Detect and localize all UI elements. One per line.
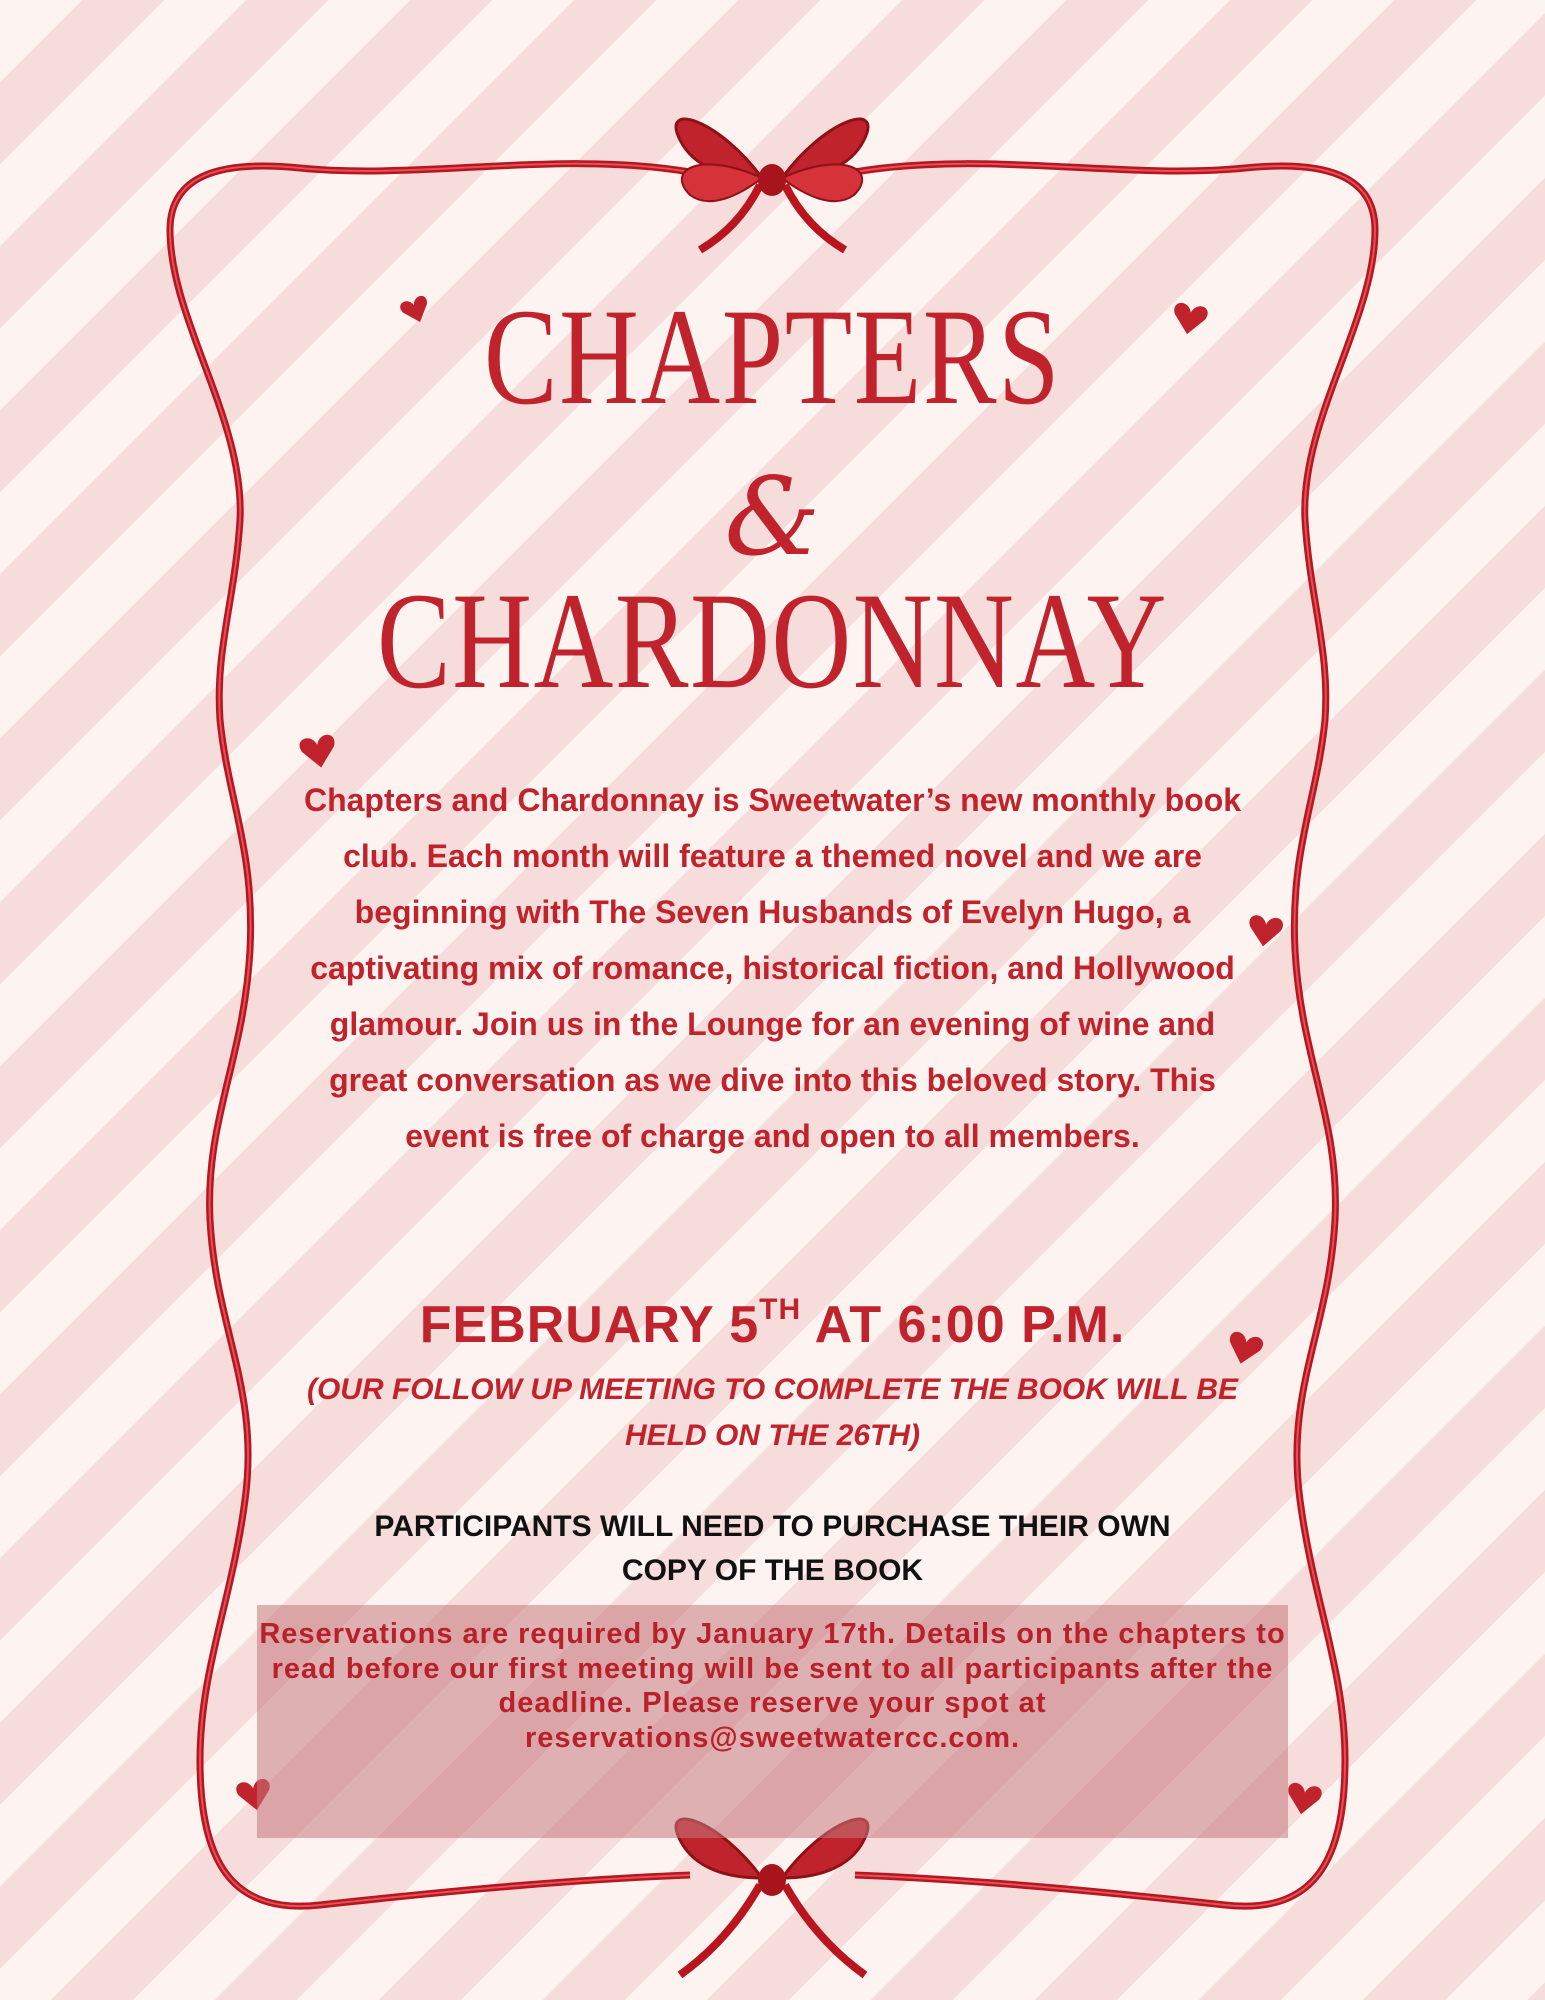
reservation-text: Reservations are required by January 17th. Details on the chapters to read before our first meeting will be sent to all participants after the deadline. Please reserve your spot at reservations@sweetwatercc.com. xyxy=(259,1618,1286,1754)
event-date-suffix: TH xyxy=(759,1293,802,1326)
top-bow-icon xyxy=(676,119,868,250)
heart-icon xyxy=(1246,914,1284,948)
title-ampersand: & xyxy=(724,455,821,580)
event-date-time: AT 6:00 P.M. xyxy=(801,1296,1126,1354)
followup-note: (OUR FOLLOW UP MEETING TO COMPLETE THE BOOK WILL BE HELD ON THE 26TH) xyxy=(306,1373,1239,1452)
title-line-1: CHAPTERS xyxy=(483,280,1062,433)
heart-icon xyxy=(1284,1782,1322,1817)
event-description: Chapters and Chardonnay is Sweetwater’s new monthly book club. Each month will feature a themed novel and we are beginning with The Seven Husbands of Evelyn Hugo, a captivating mix of romance, historical fiction, and Hollywood glamour. Join us in the Lounge for an evening of wine and great conversation as we dive into this beloved story. This event is free of charge and open to all members. xyxy=(303,782,1242,1154)
reservation-box xyxy=(257,1605,1288,1838)
heart-icon xyxy=(298,734,338,771)
event-date-main: FEBRUARY 5 xyxy=(419,1296,760,1354)
purchase-note: PARTICIPANTS WILL NEED TO PURCHASE THEIR OWN COPY OF THE BOOK xyxy=(374,1510,1171,1587)
title-line-2: CHARDONNAY xyxy=(377,564,1168,717)
bottom-bow-icon xyxy=(676,1819,868,1975)
event-date xyxy=(0,1295,1545,1355)
